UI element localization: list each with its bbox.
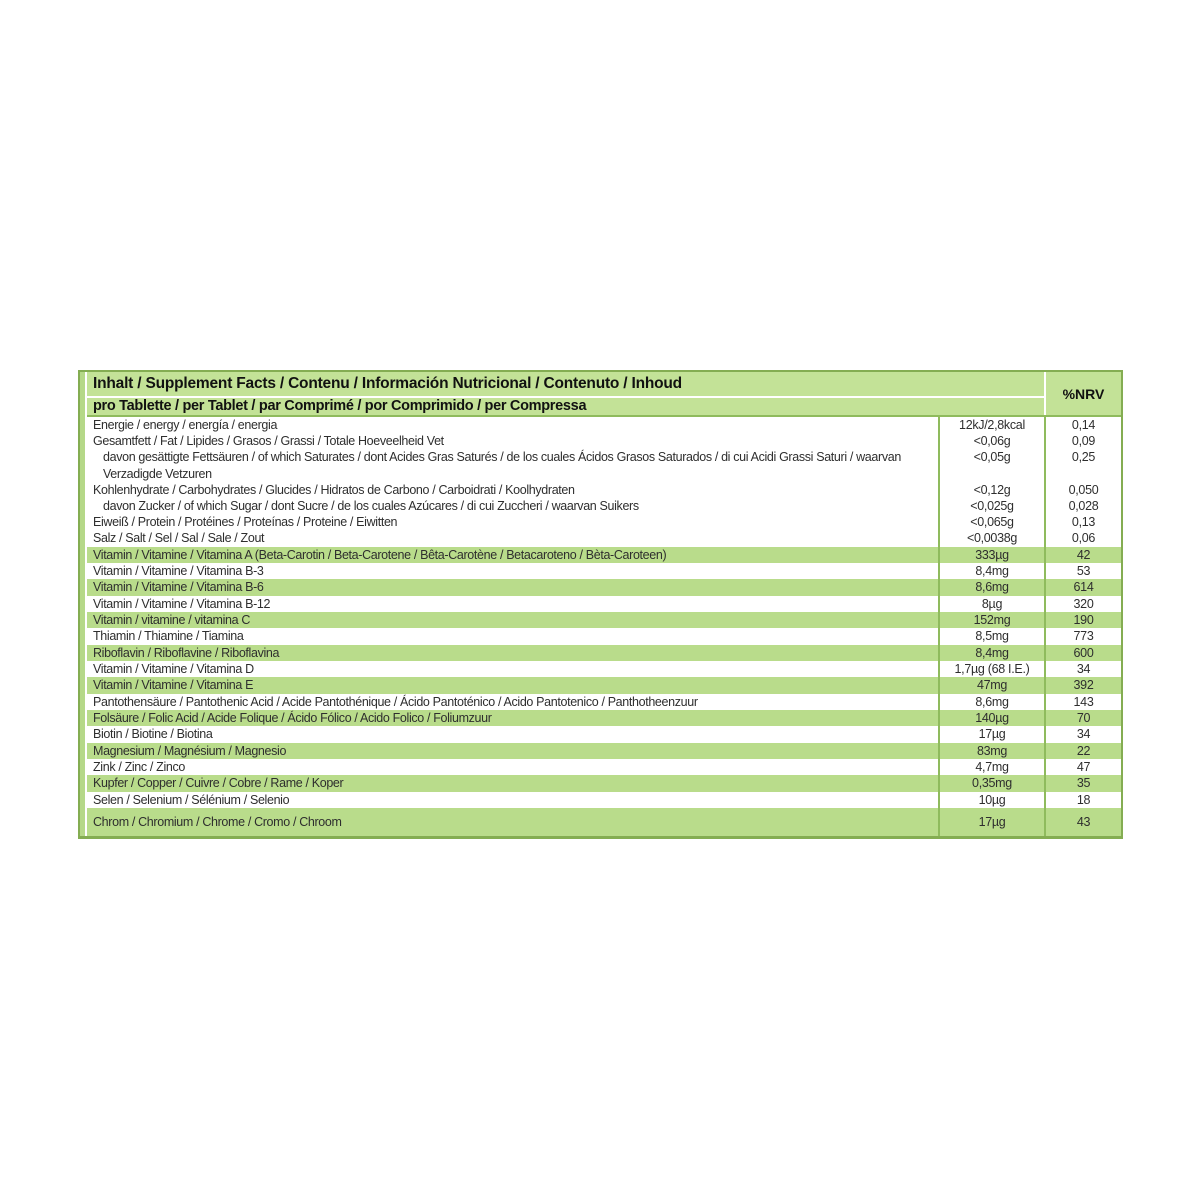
- row-label-wrap: [87, 530, 938, 546]
- row-label-wrap: [87, 514, 938, 530]
- row-label: Folsäure / Folic Acid / Acide Folique / Ácido Fólico / Acido Folico / Foliumzuur: [93, 711, 492, 726]
- table-row: [87, 433, 1121, 449]
- table-row: [87, 530, 1121, 546]
- table-row: [87, 579, 1121, 595]
- row-label-wrap: [87, 498, 938, 514]
- table-row: [87, 743, 1121, 759]
- row-label-wrap: [87, 628, 938, 644]
- table-row: [87, 792, 1121, 808]
- table-row: [87, 417, 1121, 433]
- row-label-wrap: [87, 677, 938, 693]
- row-label-wrap: [87, 449, 938, 481]
- row-label: Chrom / Chromium / Chrome / Cromo / Chroom: [93, 815, 342, 830]
- row-nrv: 53: [1044, 563, 1121, 579]
- row-label: davon Zucker / of which Sugar / dont Sucre / de los cuales Azúcares / di cui Zuccheri / waarvan Suikers: [103, 499, 639, 514]
- row-value: 47mg: [938, 677, 1044, 693]
- row-value: 17µg: [938, 726, 1044, 742]
- row-label: davon gesättigte Fettsäuren / of which Saturates / dont Acides Gras Saturés / de los cuales Ácidos Grasos Saturados / di cui Acidi Grassi Saturi / waarvan: [103, 450, 901, 465]
- row-label-wrap: [87, 710, 938, 726]
- row-label-wrap: [87, 563, 938, 579]
- row-label: Thiamin / Thiamine / Tiamina: [93, 629, 244, 644]
- row-label-wrap: [87, 433, 938, 449]
- row-nrv: 70: [1044, 710, 1121, 726]
- table-row: [87, 645, 1121, 661]
- row-label-line2: Verzadigde Vetzuren: [103, 466, 212, 481]
- row-nrv: 143: [1044, 694, 1121, 710]
- table-row: [87, 612, 1121, 628]
- row-nrv: 0,09: [1044, 433, 1121, 449]
- row-label-wrap: [87, 661, 938, 677]
- row-value: 83mg: [938, 743, 1044, 759]
- row-nrv: 42: [1044, 547, 1121, 563]
- row-label-wrap: [87, 808, 938, 836]
- table-row: [87, 628, 1121, 644]
- row-label: Vitamin / Vitamine / Vitamina E: [93, 678, 254, 693]
- table-row: [87, 596, 1121, 612]
- row-nrv: 0,14: [1044, 417, 1121, 433]
- row-nrv: 35: [1044, 775, 1121, 791]
- table-header: [87, 372, 1121, 415]
- row-label-wrap: [87, 645, 938, 661]
- row-nrv: 0,13: [1044, 514, 1121, 530]
- row-value: <0,065g: [938, 514, 1044, 530]
- table-row: [87, 563, 1121, 579]
- row-value: 4,7mg: [938, 759, 1044, 775]
- row-value: <0,06g: [938, 433, 1044, 449]
- row-label: Vitamin / Vitamine / Vitamina B-6: [93, 580, 264, 595]
- row-label-wrap: [87, 726, 938, 742]
- row-label: Gesamtfett / Fat / Lipides / Grasos / Grassi / Totale Hoeveelheid Vet: [93, 434, 444, 449]
- row-label-wrap: [87, 612, 938, 628]
- row-label: Magnesium / Magnésium / Magnesio: [93, 743, 287, 758]
- row-value: 140µg: [938, 710, 1044, 726]
- row-label: Selen / Selenium / Sélénium / Selenio: [93, 792, 290, 807]
- row-value: <0,0038g: [938, 530, 1044, 546]
- row-nrv: 18: [1044, 792, 1121, 808]
- table-row: [87, 759, 1121, 775]
- row-label-wrap: [87, 417, 938, 433]
- row-label: Vitamin / Vitamine / Vitamina B-3: [93, 563, 264, 578]
- row-label-wrap: [87, 743, 938, 759]
- table-row: [87, 514, 1121, 530]
- row-label-wrap: [87, 482, 938, 498]
- row-nrv: 600: [1044, 645, 1121, 661]
- row-value: 10µg: [938, 792, 1044, 808]
- row-label-wrap: [87, 792, 938, 808]
- table-row: [87, 775, 1121, 791]
- row-nrv: 0,25: [1044, 449, 1121, 481]
- row-value: 12kJ/2,8kcal: [938, 417, 1044, 433]
- row-value: 8,6mg: [938, 694, 1044, 710]
- row-nrv: 0,028: [1044, 498, 1121, 514]
- table-row: [87, 726, 1121, 742]
- micronutrient-section: [87, 547, 1121, 837]
- row-value: 8,5mg: [938, 628, 1044, 644]
- row-label-wrap: [87, 759, 938, 775]
- row-value: 8,6mg: [938, 579, 1044, 595]
- row-value: 8µg: [938, 596, 1044, 612]
- row-nrv: 34: [1044, 726, 1121, 742]
- table-row: [87, 547, 1121, 563]
- row-nrv: 0,06: [1044, 530, 1121, 546]
- table-title: Inhalt / Supplement Facts / Contenu / Información Nutricional / Contenuto / Inhoud: [87, 372, 1044, 396]
- row-nrv: 47: [1044, 759, 1121, 775]
- row-nrv: 320: [1044, 596, 1121, 612]
- table-row: [87, 710, 1121, 726]
- row-label: Biotin / Biotine / Biotina: [93, 727, 213, 742]
- row-value: 8,4mg: [938, 645, 1044, 661]
- table-row: [87, 677, 1121, 693]
- table-row: [87, 449, 1121, 481]
- row-label-wrap: [87, 547, 938, 563]
- row-value: <0,12g: [938, 482, 1044, 498]
- row-label: Kupfer / Copper / Cuivre / Cobre / Rame / Koper: [93, 776, 344, 791]
- per-tablet-subtitle: pro Tablette / per Tablet / par Comprimé / por Comprimido / per Compressa: [87, 398, 1044, 415]
- supplement-facts-table: [78, 370, 1123, 839]
- row-label: Zink / Zinc / Zinco: [93, 760, 185, 775]
- table-row: [87, 498, 1121, 514]
- row-label: Eiweiß / Protein / Protéines / Proteínas / Proteine / Eiwitten: [93, 515, 398, 530]
- macronutrient-section: [87, 417, 1121, 547]
- row-label: Vitamin / vitamine / vitamina C: [93, 613, 251, 627]
- row-label: Vitamin / Vitamine / Vitamina A (Beta-Carotin / Beta-Carotene / Bêta-Carotène / Betacaroteno / Bèta-Caroteen): [93, 547, 667, 562]
- row-label: Salz / Salt / Sel / Sal / Sale / Zout: [93, 531, 265, 546]
- row-nrv: 190: [1044, 612, 1121, 628]
- row-nrv: 0,050: [1044, 482, 1121, 498]
- row-value: 0,35mg: [938, 775, 1044, 791]
- table-row: [87, 661, 1121, 677]
- row-value: <0,05g: [938, 449, 1044, 481]
- table-row: [87, 808, 1121, 836]
- table-row: [87, 482, 1121, 498]
- row-label-wrap: [87, 775, 938, 791]
- row-label: Vitamin / Vitamine / Vitamina B-12: [93, 596, 271, 611]
- row-label: Riboflavin / Riboflavine / Riboflavina: [93, 645, 280, 660]
- row-label-wrap: [87, 596, 938, 612]
- row-nrv: 34: [1044, 661, 1121, 677]
- row-nrv: 22: [1044, 743, 1121, 759]
- row-value: 8,4mg: [938, 563, 1044, 579]
- row-nrv: 43: [1044, 808, 1121, 836]
- row-nrv: 773: [1044, 628, 1121, 644]
- row-value: 17µg: [938, 808, 1044, 836]
- row-label-wrap: [87, 579, 938, 595]
- row-label: Pantothensäure / Pantothenic Acid / Acide Pantothénique / Ácido Pantoténico / Acido Pantotenico / Panthotheenzuur: [93, 694, 698, 709]
- row-value: <0,025g: [938, 498, 1044, 514]
- nrv-column-header: %NRV: [1044, 372, 1121, 415]
- row-value: 1,7µg (68 I.E.): [938, 661, 1044, 677]
- row-label-wrap: [87, 694, 938, 710]
- row-nrv: 392: [1044, 677, 1121, 693]
- table-row: [87, 694, 1121, 710]
- row-value: 152mg: [938, 612, 1044, 628]
- row-label: Kohlenhydrate / Carbohydrates / Glucides / Hidratos de Carbono / Carboidrati / Koolhydraten: [93, 482, 575, 497]
- row-nrv: 614: [1044, 579, 1121, 595]
- row-label: Vitamin / Vitamine / Vitamina D: [93, 662, 254, 677]
- row-value: 333µg: [938, 547, 1044, 563]
- row-label: Energie / energy / energía / energia: [93, 418, 278, 432]
